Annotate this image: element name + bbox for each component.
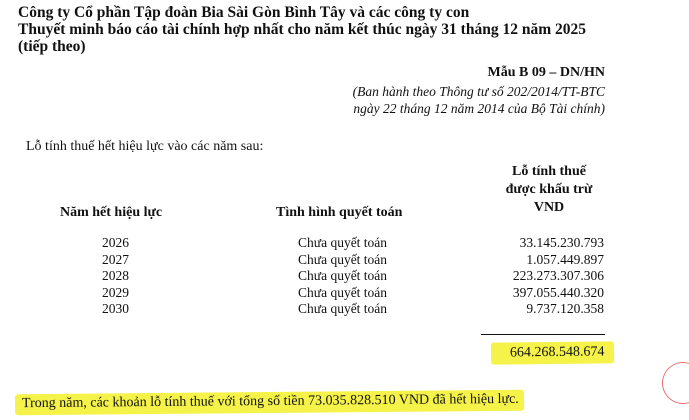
row-year: 2028 — [102, 268, 129, 283]
row-status: Chưa quyết toán — [298, 301, 388, 316]
row-amount: 9.737.120.358 — [526, 301, 604, 316]
stamp-icon — [654, 354, 689, 411]
row-status: Chưa quyết toán — [298, 235, 388, 250]
row-year: 2026 — [102, 235, 129, 250]
tax-loss-table — [0, 235, 689, 318]
column-header-loss — [474, 163, 624, 217]
total-amount: 664.268.548.674 — [490, 341, 613, 364]
row-status: Chưa quyết toán — [298, 268, 388, 283]
row-year: 2029 — [102, 284, 129, 300]
row-year: 2030 — [102, 301, 129, 316]
total-underline — [481, 334, 605, 335]
column-header-loss-line-1: Lỗ tính thuế — [512, 164, 586, 179]
table-row — [0, 285, 689, 302]
form-code: Mẫu B 09 – DN/HN — [487, 65, 605, 80]
row-amount: 397.055.440.320 — [512, 284, 604, 300]
continued-label: (tiếp theo) — [18, 38, 86, 55]
expired-loss-note: Trong năm, các khoản lỗ tính thuế với tổng số tiền 73.035.828.510 VND đã hết hiệu lực. — [15, 390, 524, 415]
row-status: Chưa quyết toán — [298, 251, 388, 267]
intro-text: Lỗ tính thuế hết hiệu lực vào các năm sau: — [26, 139, 264, 154]
row-amount: 223.273.307.306 — [512, 268, 604, 283]
table-row — [0, 252, 689, 269]
issued-by-line-2: ngày 22 tháng 12 năm 2014 của Bộ Tài chính) — [353, 101, 605, 116]
column-header-year: Năm hết hiệu lực — [60, 205, 163, 220]
column-header-status: Tình hình quyết toán — [276, 205, 403, 220]
row-status: Chưa quyết toán — [298, 284, 388, 300]
column-header-loss-line-2: được khấu trừ — [505, 182, 593, 197]
table-row — [0, 301, 689, 318]
company-name: Công ty Cổ phần Tập đoàn Bia Sài Gòn Bình Tây và các công ty con — [18, 4, 470, 21]
table-row — [0, 235, 689, 252]
issued-by-line-1: (Ban hành theo Thông tư số 202/2014/TT-BTC — [352, 84, 605, 99]
row-year: 2027 — [102, 251, 129, 267]
row-amount: 33.145.230.793 — [519, 235, 604, 250]
column-header-loss-unit: VND — [533, 200, 565, 215]
table-row — [0, 268, 689, 285]
report-title: Thuyết minh báo cáo tài chính hợp nhất cho năm kết thúc ngày 31 tháng 12 năm 2025 — [18, 21, 586, 38]
row-amount: 1.057.449.897 — [526, 251, 604, 267]
